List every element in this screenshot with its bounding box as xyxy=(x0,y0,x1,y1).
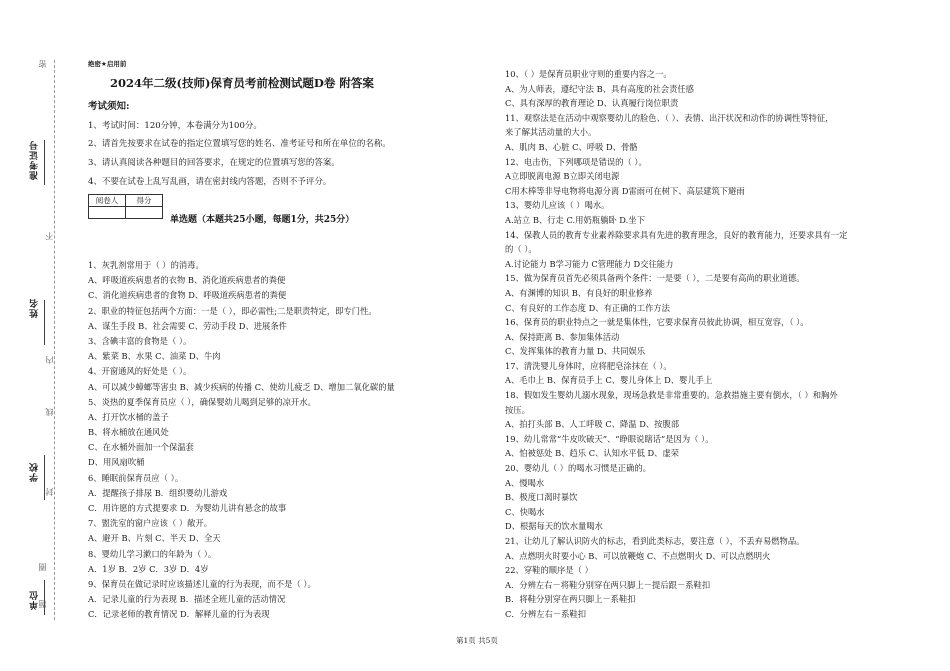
question-line: C．分辨左右－系鞋扣 xyxy=(505,608,587,619)
question-line: A、紫菜 B、水果 C、油菜 D、牛肉 xyxy=(88,351,221,362)
cut-word: 线 xyxy=(45,408,54,416)
page-footer: 第1页 共5页 xyxy=(456,636,498,645)
question-line: 4、开窗通风的好处是（ ）。 xyxy=(88,366,192,377)
question-line: A.站立 B、行走 C.用奶瓶躺卧 D.坐下 xyxy=(505,214,645,225)
question-line: A．分辨左右－将鞋分别穿在两只脚上－提后跟－系鞋扣 xyxy=(505,579,711,590)
question-line: C．记录老师的教育情况 D．解释儿童的行为表现 xyxy=(88,609,270,620)
left-question-column xyxy=(88,258,488,623)
unit-label: 单位 xyxy=(30,590,40,610)
question-line: 1、灰乳剂常用于（ ）的消毒。 xyxy=(88,260,204,270)
question-line: 20、婴幼儿（ ）的喝水习惯是正确的。 xyxy=(505,463,651,474)
question-line: B、将水桶放在通风处 xyxy=(88,427,169,438)
question-line: 2、职业的特征包括两个方面：一是（ ），即必需性;二是职责特定，即专门性。 xyxy=(88,305,377,316)
question-line: A.讨论能力 B学习能力 C管理能力 D交往能力 xyxy=(505,258,674,269)
question-line: A、避开 B、片刻 C、半天 D、全天 xyxy=(88,533,221,544)
question-line: A．记录儿童的行为表现 B．描述全班儿童的活动情况 xyxy=(88,594,286,605)
score-blank[interactable] xyxy=(126,207,163,219)
question-line: A、为人师表，遵纪守法 B、具有高度的社会责任感 xyxy=(505,83,694,94)
question-line: A、呼吸道疾病患者的衣物 B、消化道疾病患者的粪便 xyxy=(88,275,286,286)
cut-word: 密 xyxy=(38,60,47,68)
question-line: A、慢喝水 xyxy=(505,477,545,488)
name-fill-line xyxy=(44,300,45,345)
right-question-column xyxy=(505,67,925,622)
notice-item: 1、考试时间：120分钟，本卷满分为100分。 xyxy=(88,121,262,131)
id-fill-line xyxy=(44,140,45,185)
question-line: C、具有深厚的教育理论 D、认真履行岗位职责 xyxy=(505,98,679,109)
question-line: D、用风扇吹桶 xyxy=(88,457,145,468)
question-line: C、快喝水 xyxy=(505,506,545,517)
question-line: 22、穿鞋的顺序是（ ） xyxy=(505,565,593,576)
question-line: A、可以减少蟑螂等害虫 B、减少疾病的传播 C、使幼儿疲乏 D、增加二氧化碳的量 xyxy=(88,381,395,392)
question-line: 15、做为保育员首先必须具备两个条件：一是要（ ），二是要有高尚的职业道德。 xyxy=(505,273,805,284)
question-line: D、根据每天的饮水量喝水 xyxy=(505,521,603,532)
question-line: C、消化道疾病患者的食物 D、呼吸道疾病患者的粪便 xyxy=(88,290,287,301)
school-label: 学校 xyxy=(30,462,40,482)
question-line: A．1岁 B．2岁 C．3岁 D．4岁 xyxy=(88,563,209,574)
question-line: 的（ ）。 xyxy=(505,244,537,255)
question-line: A、怕被惩处 B、趋乐 C、认知水平低 D、虚荣 xyxy=(505,448,680,459)
unit-fill-line xyxy=(44,580,45,615)
question-line: 11、观察法是在活动中观察婴幼儿的脸色、（ ）、表情、出汗状况和动作的协调性等特征， xyxy=(505,112,834,123)
question-line: 12、电击伤，下列哪项是错误的（ ）。 xyxy=(505,156,647,167)
question-line: 9、保育员在做记录时应该描述儿童的行为表现，而不是（ ）。 xyxy=(88,578,316,589)
question-line: 21、让幼儿了解认识防火的标志，看到此类标志，要注意（ ），不丢弃易燃物品。 xyxy=(505,536,805,546)
question-line: 18、假如发生婴幼儿溺水现象，现场急救是非常重要的。急救措施主要有倒水，（ ）和胸外 xyxy=(505,390,838,401)
section-heading: 单选题（本题共25小题，每题1分，共25分） xyxy=(170,215,355,225)
cut-word: 内 xyxy=(45,356,54,364)
question-line: 10、（ ）是保育员职业守则的重要内容之一。 xyxy=(505,69,672,79)
binding-dashed-line xyxy=(54,60,55,620)
cut-word: 题 xyxy=(38,600,47,608)
score-table xyxy=(88,194,163,219)
question-line: A、打开饮水桶的盖子 xyxy=(88,411,169,422)
question-line: 按压。 xyxy=(505,404,530,415)
question-line: A、点燃明火时要小心 B、可以放鞭炮 C、不点燃明火 D、可以点燃明火 xyxy=(505,550,771,561)
question-line: 来了解其活动量的大小。 xyxy=(505,127,597,138)
question-line: A、肌肉 B、心脏 C、呼吸 D、骨骼 xyxy=(505,141,638,152)
question-line: 16、保育员的职业特点之一就是集体性，它要求保育员彼此协调，相互宽容，（ ）。 xyxy=(505,317,809,328)
question-line: 3、含碘丰富的食物是（ ）。 xyxy=(88,335,192,346)
notice-heading: 考试须知: xyxy=(88,101,130,112)
question-line: 13、婴幼儿应该（ ）喝水。 xyxy=(505,200,610,211)
question-line: A、谋生手段 B、社会需要 C、劳动手段 D、进展条件 xyxy=(88,320,287,331)
page-title: 2024年二级(技师)保育员考前检测试题D卷 附答案 xyxy=(110,76,374,90)
question-line: 19、幼儿常常“牛皮吹破天”、“睁眼说瞎话”是因为（ ）。 xyxy=(505,433,714,444)
exam-id-label: 准考证号 xyxy=(30,140,40,180)
cut-word: 圈 xyxy=(38,563,47,571)
notice-item: 3、请认真阅读各种题目的回答要求，在规定的位置填写您的答案。 xyxy=(88,158,340,168)
name-label: 姓名 xyxy=(30,298,40,318)
question-line: C用木棒等非导电物将电源分离 D雷雨可在树下、高层建筑下避雨 xyxy=(505,185,745,196)
question-line: C、发挥集体的教育力量 D、共同娱乐 xyxy=(505,346,646,357)
question-line: 6、睡眠前保育员应（ ）。 xyxy=(88,472,184,483)
notice-item: 2、请首先按要求在试卷的指定位置填写您的姓名、准考证号和所在单位的名称。 xyxy=(88,139,391,149)
question-line: C、有良好的工作态度 D、有正确的工作方法 xyxy=(505,302,670,313)
secret-mark: 绝密★启用前 xyxy=(88,60,127,68)
question-line: B．将鞋分别穿在两只脚上－系鞋扣 xyxy=(505,594,636,605)
question-line: C．用许愿的方式提要求 D．为婴幼儿讲有悬念的故事 xyxy=(88,503,287,513)
question-line: A立即脱离电源 B立即关闭电源 xyxy=(505,171,620,182)
cut-word: 封 xyxy=(45,488,54,496)
question-line: A、有渊博的知识 B、有良好的职业修养 xyxy=(505,287,653,298)
question-line: 5、炎热的夏季保育员应（ ），确保婴幼儿喝到足够的凉开水。 xyxy=(88,396,316,407)
reviewer-cell: 阅卷人 xyxy=(89,195,126,207)
question-line: A、保持距离 B、参加集体活动 xyxy=(505,331,620,342)
question-line: A、毛巾上 B、保育员手上 C、婴儿身体上 D、婴儿手上 xyxy=(505,375,713,386)
cut-word: 不 xyxy=(45,232,54,240)
reviewer-blank[interactable] xyxy=(89,207,126,219)
notice-item: 4、不要在试卷上乱写乱画，请在密封线内答题，否则不予评分。 xyxy=(88,177,332,187)
question-line: C、在水桶外面加一个保温套 xyxy=(88,442,194,453)
question-line: A、拍打头部 B、人工呼吸 C、降温 D、按腹部 xyxy=(505,419,680,430)
question-line: 8、婴幼儿学习漱口的年龄为（ ）。 xyxy=(88,548,217,559)
score-cell: 得分 xyxy=(126,195,163,207)
question-line: B、极度口渴时暴饮 xyxy=(505,492,578,503)
question-line: 17、清洗婴儿身体时，应将肥皂涂抹在（ ）。 xyxy=(505,360,672,371)
question-line: 14、保教人员的教育专业素养除要求具有先进的教育理念，良好的教育能力，还要求具有一定 xyxy=(505,229,848,240)
question-line: A．提醒孩子排尿 B．组织婴幼儿游戏 xyxy=(88,487,228,498)
question-line: 7、盥洗室的窗户应该（ ）敞开。 xyxy=(88,518,213,529)
